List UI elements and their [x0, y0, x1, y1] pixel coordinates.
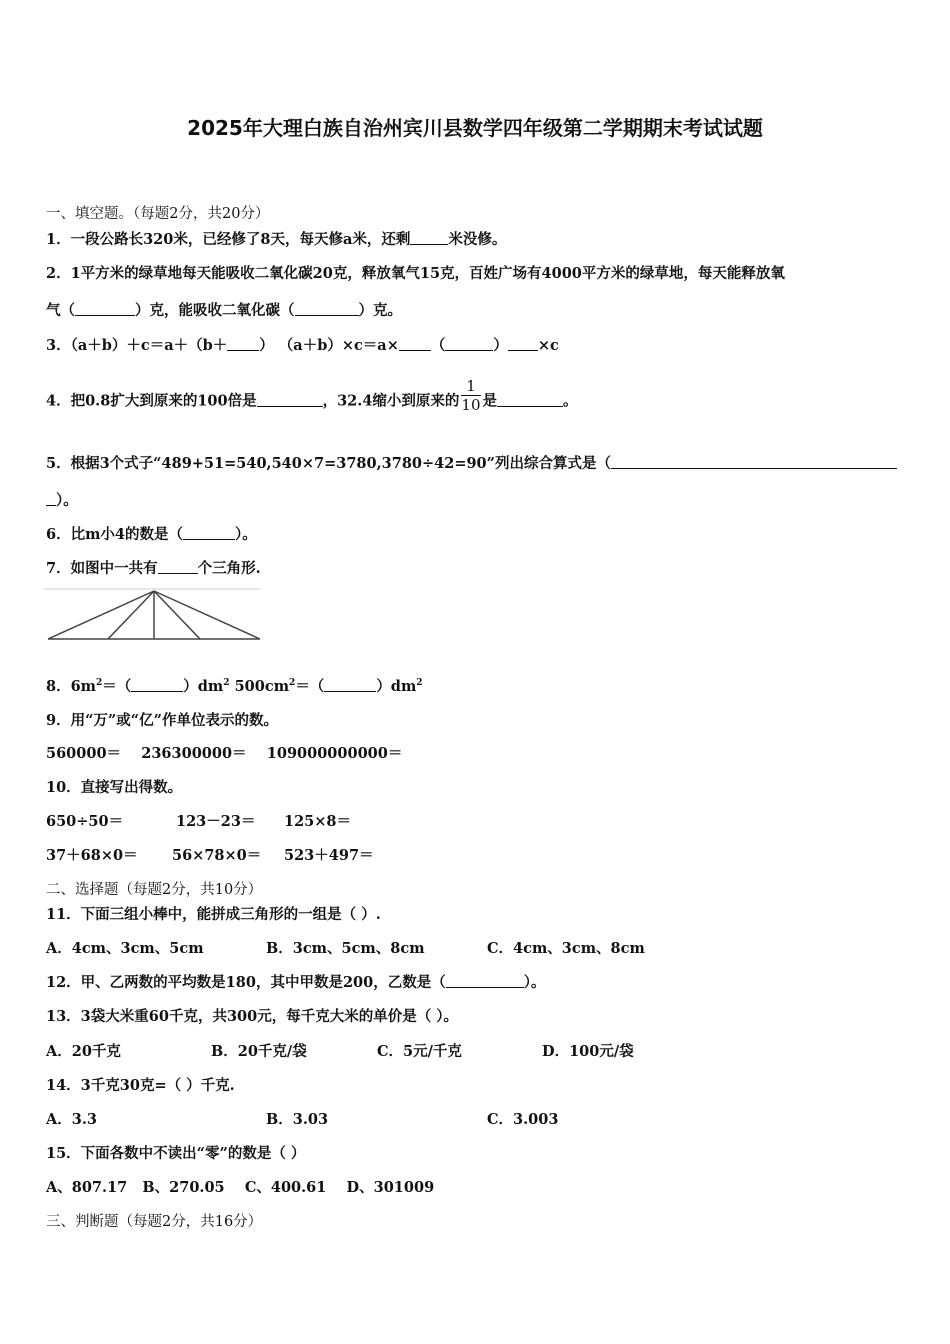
question-9: 9．用“万”或“亿”作单位表示的数。 — [46, 712, 278, 729]
answer-blank[interactable] — [131, 677, 183, 692]
question-15: 15．下面各数中不读出“零”的数是（ ） — [46, 1145, 306, 1162]
answer-blank[interactable] — [324, 677, 376, 692]
section-3-heading: 三、判断题（每题2分，共16分） — [46, 1214, 263, 1230]
triangle-inner-line — [108, 591, 154, 639]
option-c[interactable]: C．4cm、3cm、8cm — [487, 940, 645, 957]
page-title: 2025年大理白族自治州宾川县数学四年级第二学期期末考试试题 — [187, 116, 763, 140]
triangle-side-left — [48, 591, 154, 639]
option-b[interactable]: B．20千克/袋 — [211, 1043, 307, 1060]
option-c[interactable]: C．5元/千克 — [377, 1043, 462, 1060]
question-14: 14．3千克30克=（ ）千克. — [46, 1077, 235, 1094]
question-2-line-1: 2．1平方米的绿草地每天能吸收二氧化碳20克，释放氧气15克，百姓广场有4000平方米的绿草地，每天能释放氧 — [46, 265, 785, 282]
question-13: 13．3袋大米重60千克，共300元，每千克大米的单价是（ ）。 — [46, 1008, 459, 1025]
answer-blank[interactable] — [227, 336, 259, 351]
answer-blank[interactable] — [410, 230, 448, 245]
option-b[interactable]: B．3cm、5cm、8cm — [266, 940, 425, 957]
question-5-line-2: ）。 — [46, 489, 78, 510]
question-7: 7．如图中一共有 个三角形. — [46, 560, 261, 577]
question-8: 8．$6m^2=$（ ）$dm^2$ $500cm^2=$（ ）$dm^2$ — [46, 678, 423, 695]
question-12: 12．甲、乙两数的平均数是180，其中甲数是200，乙数是（ ）。 — [46, 974, 546, 991]
answer-blank[interactable] — [508, 336, 538, 351]
triangle-side-right — [154, 591, 260, 639]
question-11: 11．下面三组小棒中，能拼成三角形的一组是（ ）. — [46, 906, 381, 923]
answer-blank[interactable] — [399, 336, 431, 351]
question-10: 10．直接写出得数。 — [46, 779, 183, 796]
fraction-one-tenth: $\frac{1}{10}$ — [461, 377, 481, 414]
question-9-items: 560000＝ 236300000＝ 109000000000＝ — [46, 745, 403, 762]
answer-blank[interactable] — [75, 301, 135, 316]
answer-blank[interactable] — [446, 973, 524, 988]
option-d[interactable]: D．100元/袋 — [542, 1043, 634, 1060]
question-13-options — [46, 1040, 634, 1061]
question-15-options: A、807.17 B、270.05 C、400.61 D、301009 — [46, 1179, 435, 1196]
section-2-heading: 二、选择题（每题2分，共10分） — [46, 882, 263, 898]
answer-blank[interactable] — [445, 336, 493, 351]
option-a[interactable]: A．3.3 — [46, 1111, 97, 1128]
answer-blank[interactable] — [46, 491, 56, 506]
option-a[interactable]: A．20千克 — [46, 1043, 121, 1060]
option-b[interactable]: B．3.03 — [266, 1111, 329, 1128]
answer-blank[interactable] — [611, 454, 897, 469]
triangle-inner-line — [154, 591, 200, 639]
question-4: 4．把0.8扩大到原来的100倍是 ，32.4缩小到原来的 $\frac{1}{10}$ 是 。 — [46, 377, 578, 414]
question-1: 1．一段公路长320米，已经修了8天，每天修a米，还剩 米没修。 — [46, 231, 507, 248]
question-14-options — [46, 1108, 558, 1129]
question-6: 6．比m小4的数是（ ）。 — [46, 526, 257, 543]
section-1-heading: 一、填空题。（每题2分，共20分） — [46, 206, 270, 222]
answer-blank[interactable] — [295, 301, 359, 316]
answer-blank[interactable] — [257, 392, 323, 407]
question-11-options — [46, 937, 645, 958]
question-3: 3．（a＋b）＋c＝a＋（b＋ ） （a＋b）×c＝a× （ ） ×c — [46, 337, 559, 354]
triangle-figure — [44, 587, 264, 643]
question-10-row-2: 37＋68×0＝ 56×78×0＝ 523＋497＝ — [46, 847, 374, 864]
question-10-row-1: 650÷50＝ 123－23＝ 125×8＝ — [46, 813, 352, 830]
question-2-line-2: 气（ ）克，能吸收二氧化碳（ ）克。 — [46, 302, 402, 319]
option-a[interactable]: A．4cm、3cm、5cm — [46, 940, 204, 957]
answer-blank[interactable] — [158, 559, 198, 574]
option-c[interactable]: C．3.003 — [487, 1111, 559, 1128]
question-5-line-1: 5．根据3个式子“489+51=540,540×7=3780,3780÷42=90”列出综合算式是（ — [46, 452, 897, 473]
answer-blank[interactable] — [497, 392, 563, 407]
answer-blank[interactable] — [183, 525, 235, 540]
